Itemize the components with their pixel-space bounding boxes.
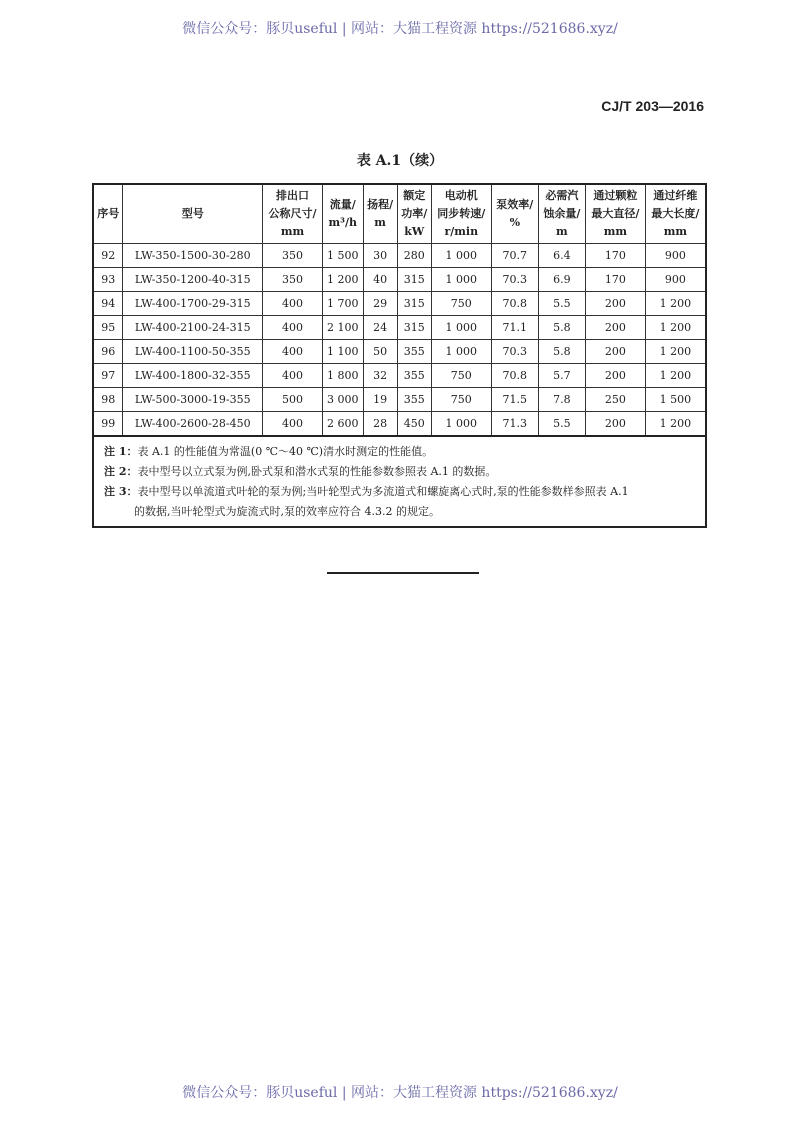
table-cell: 200 xyxy=(585,292,645,316)
column-header: 通过纤维 最大长度/ mm xyxy=(645,184,706,244)
table-cell: 5.5 xyxy=(538,412,585,437)
table-cell: 3 000 xyxy=(323,388,364,412)
watermark-top: 微信公众号：豚贝useful | 网站：大猫工程资源 https://521686.xyz/ xyxy=(182,21,618,37)
table-cell: 5.8 xyxy=(538,316,585,340)
table-cell: 170 xyxy=(585,268,645,292)
column-header: 通过颗粒 最大直径/ mm xyxy=(585,184,645,244)
table-row xyxy=(93,388,706,412)
table-cell: 71.3 xyxy=(491,412,538,437)
table-cell: 28 xyxy=(363,412,397,437)
table-cell: 1 200 xyxy=(323,268,364,292)
table-section xyxy=(92,183,707,574)
note-text: 表中型号以单流道式叶轮的泵为例;当叶轮型式为多流道式和螺旋离心式时,泵的性能参数样参照表 A.1 xyxy=(137,485,629,498)
end-rule xyxy=(327,572,479,574)
note-3 xyxy=(104,482,699,502)
table-cell: 280 xyxy=(397,244,431,268)
table-cell: 1 200 xyxy=(645,292,706,316)
table-cell: 1 200 xyxy=(645,340,706,364)
table-row xyxy=(93,268,706,292)
note-text: 表中型号以立式泵为例,卧式泵和潜水式泵的性能参数参照表 A.1 的数据。 xyxy=(137,465,497,478)
table-cell: 500 xyxy=(263,388,323,412)
table-cell: 19 xyxy=(363,388,397,412)
column-header: 序号 xyxy=(93,184,123,244)
table-cell: 1 000 xyxy=(431,412,491,437)
table-header-row xyxy=(93,184,706,244)
note-1 xyxy=(104,442,699,462)
table-cell: 1 200 xyxy=(645,316,706,340)
table-cell: 1 500 xyxy=(323,244,364,268)
table-cell: 93 xyxy=(93,268,123,292)
table-cell: 400 xyxy=(263,412,323,437)
table-cell: LW-400-2600-28-450 xyxy=(123,412,263,437)
table-cell: 5.5 xyxy=(538,292,585,316)
table-cell: 750 xyxy=(431,292,491,316)
table-cell: 71.5 xyxy=(491,388,538,412)
table-cell: 400 xyxy=(263,340,323,364)
table-cell: 400 xyxy=(263,364,323,388)
table-cell: 2 600 xyxy=(323,412,364,437)
table-cell: 1 500 xyxy=(645,388,706,412)
table-cell: 40 xyxy=(363,268,397,292)
table-cell: 350 xyxy=(263,268,323,292)
column-header: 泵效率/ % xyxy=(491,184,538,244)
table-cell: 1 100 xyxy=(323,340,364,364)
table-cell: 7.8 xyxy=(538,388,585,412)
table-cell: 250 xyxy=(585,388,645,412)
table-cell: 70.8 xyxy=(491,364,538,388)
note-3-continued: 的数据,当叶轮型式为旋流式时,泵的效率应符合 4.3.2 的规定。 xyxy=(134,505,440,518)
table-cell: 1 000 xyxy=(431,340,491,364)
table-cell: 5.7 xyxy=(538,364,585,388)
table-cell: 92 xyxy=(93,244,123,268)
table-cell: 97 xyxy=(93,364,123,388)
table-row xyxy=(93,364,706,388)
table-cell: 450 xyxy=(397,412,431,437)
table-cell: 900 xyxy=(645,268,706,292)
table-row xyxy=(93,412,706,437)
table-cell: LW-350-1200-40-315 xyxy=(123,268,263,292)
table-row xyxy=(93,292,706,316)
column-header: 排出口 公称尺寸/ mm xyxy=(263,184,323,244)
column-header: 型号 xyxy=(123,184,263,244)
table-cell: 350 xyxy=(263,244,323,268)
table-cell: 900 xyxy=(645,244,706,268)
table-row xyxy=(93,316,706,340)
note-label: 注 2： xyxy=(104,465,138,478)
table-cell: LW-400-1700-29-315 xyxy=(123,292,263,316)
table-cell: 70.3 xyxy=(491,268,538,292)
table-cell: 70.8 xyxy=(491,292,538,316)
table-cell: 6.9 xyxy=(538,268,585,292)
table-cell: 5.8 xyxy=(538,340,585,364)
table-cell: 200 xyxy=(585,412,645,437)
table-cell: 750 xyxy=(431,364,491,388)
table-cell: 1 200 xyxy=(645,412,706,437)
table-cell: LW-500-3000-19-355 xyxy=(123,388,263,412)
table-row xyxy=(93,244,706,268)
pump-performance-table xyxy=(92,183,707,437)
table-cell: 96 xyxy=(93,340,123,364)
table-cell: 400 xyxy=(263,316,323,340)
table-row xyxy=(93,340,706,364)
table-cell: 1 800 xyxy=(323,364,364,388)
table-cell: 1 000 xyxy=(431,268,491,292)
watermark-bottom: 微信公众号：豚贝useful | 网站：大猫工程资源 https://521686.xyz/ xyxy=(182,1085,618,1101)
note-label: 注 3： xyxy=(104,485,138,498)
table-cell: 355 xyxy=(397,364,431,388)
table-cell: 1 200 xyxy=(645,364,706,388)
table-cell: 70.3 xyxy=(491,340,538,364)
note-label: 注 1： xyxy=(104,445,138,458)
note-2 xyxy=(104,462,699,482)
table-cell: 32 xyxy=(363,364,397,388)
table-cell: LW-400-1800-32-355 xyxy=(123,364,263,388)
table-cell: 50 xyxy=(363,340,397,364)
column-header: 流量/ m³/h xyxy=(323,184,364,244)
table-cell: 70.7 xyxy=(491,244,538,268)
table-cell: 315 xyxy=(397,268,431,292)
column-header: 扬程/ m xyxy=(363,184,397,244)
table-notes xyxy=(92,437,707,528)
table-cell: 2 100 xyxy=(323,316,364,340)
table-cell: 315 xyxy=(397,316,431,340)
table-cell: 99 xyxy=(93,412,123,437)
table-cell: 400 xyxy=(263,292,323,316)
table-cell: 170 xyxy=(585,244,645,268)
table-cell: 355 xyxy=(397,340,431,364)
table-cell: LW-400-2100-24-315 xyxy=(123,316,263,340)
table-cell: 315 xyxy=(397,292,431,316)
table-cell: 30 xyxy=(363,244,397,268)
table-cell: 200 xyxy=(585,316,645,340)
table-cell: 95 xyxy=(93,316,123,340)
table-cell: 98 xyxy=(93,388,123,412)
table-cell: 1 000 xyxy=(431,316,491,340)
table-title: 表 A.1（续） xyxy=(356,153,444,169)
table-cell: 200 xyxy=(585,340,645,364)
column-header: 必需汽 蚀余量/ m xyxy=(538,184,585,244)
column-header: 额定 功率/ kW xyxy=(397,184,431,244)
standard-number: CJ/T 203—2016 xyxy=(601,98,704,114)
note-text: 表 A.1 的性能值为常温(0 ℃～40 ℃)清水时测定的性能值。 xyxy=(137,445,434,458)
table-cell: 1 700 xyxy=(323,292,364,316)
column-header: 电动机 同步转速/ r/min xyxy=(431,184,491,244)
table-cell: 24 xyxy=(363,316,397,340)
table-cell: 29 xyxy=(363,292,397,316)
table-cell: 355 xyxy=(397,388,431,412)
table-cell: 71.1 xyxy=(491,316,538,340)
table-cell: 94 xyxy=(93,292,123,316)
table-cell: 750 xyxy=(431,388,491,412)
table-cell: LW-400-1100-50-355 xyxy=(123,340,263,364)
table-cell: LW-350-1500-30-280 xyxy=(123,244,263,268)
table-cell: 200 xyxy=(585,364,645,388)
table-cell: 1 000 xyxy=(431,244,491,268)
table-cell: 6.4 xyxy=(538,244,585,268)
